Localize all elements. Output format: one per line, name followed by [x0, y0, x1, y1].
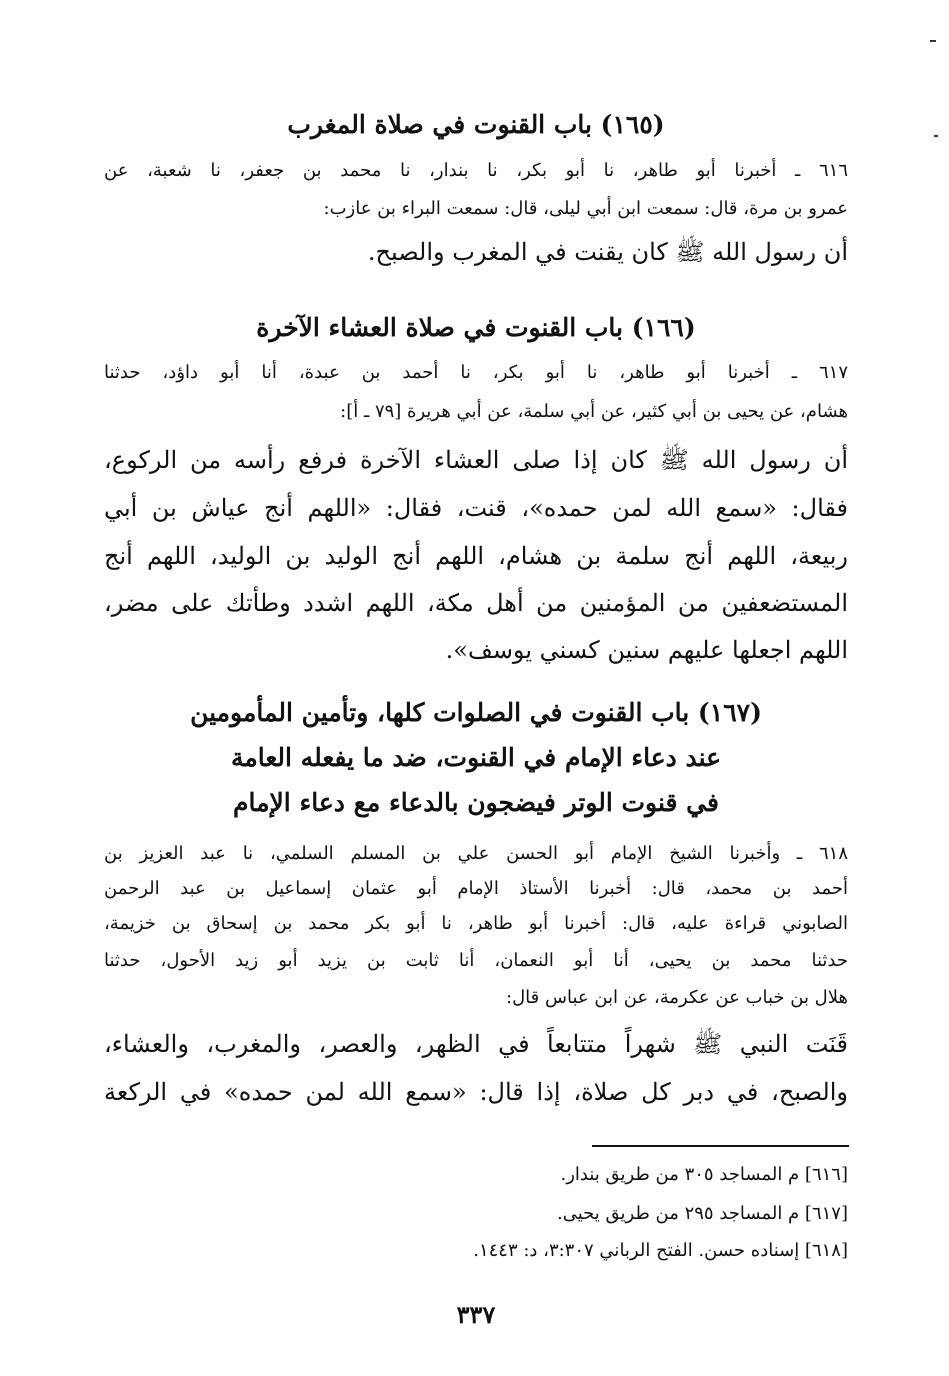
footnote: [٦١٦] م المساجد ٣٠٥ من طريق بندار. — [560, 1164, 848, 1185]
margin-mark — [934, 135, 938, 137]
hadith-text-line: اللهم اجعلها عليهم سنين كسني يوسف». — [445, 636, 848, 664]
hadith-text-line: والصبح، في دبر كل صلاة، إذا قال: «سمع الله لمن حمده» في الركعة — [104, 1078, 848, 1106]
footnote-separator — [592, 1145, 849, 1147]
chapter-heading: (١٦٥) باب القنوت في صلاة المغرب — [287, 110, 665, 139]
footnote: [٦١٧] م المساجد ٢٩٥ من طريق يحيى. — [557, 1203, 848, 1224]
hadith-text-line: ربيعة، اللهم أنج سلمة بن هشام، اللهم أنج الوليد بن الوليد، اللهم أنج — [104, 542, 848, 570]
narration-line: ٦١٧ ـ أخبرنا أبو طاهر، نا أبو بكر، نا أحمد بن عبدة، أنا أبو داؤد، حدثنا — [104, 362, 848, 383]
chapter-heading: (١٦٦) باب القنوت في صلاة العشاء الآخرة — [256, 313, 696, 342]
narration-line: حدثنا محمد بن يحيى، أنا أبو النعمان، أنا ثابت بن يزيد أبو زيد الأحول، حدثنا — [104, 950, 848, 971]
narration-line: الصابوني قراءة عليه، قال: أخبرنا أبو طاهر، نا أبو بكر محمد بن إسحاق بن خزيمة، — [104, 913, 848, 934]
narration-line: عمرو بن مرة، قال: سمعت ابن أبي ليلى، قال: سمعت البراء بن عازب: — [323, 198, 848, 219]
hadith-text-line: فقال: «سمع الله لمن حمده»، قنت، فقال: «اللهم أنج عياش بن أبي — [104, 494, 848, 522]
chapter-heading: في قنوت الوتر فيضجون بالدعاء مع دعاء الإمام — [233, 788, 719, 817]
narration-line: ٦١٨ ـ وأخبرنا الشيخ الإمام أبو الحسن علي بن المسلم السلمي، نا عبد العزيز بن — [104, 843, 848, 864]
narration-line: ٦١٦ ـ أخبرنا أبو طاهر، نا أبو بكر، نا بندار، نا محمد بن جعفر، نا شعبة، عن — [104, 160, 848, 181]
chapter-heading: (١٦٧) باب القنوت في الصلوات كلها، وتأمين المأمومين — [190, 698, 762, 727]
hadith-text-line: أن رسول الله ﷺ كان يقنت في المغرب والصبح. — [367, 238, 848, 266]
margin-mark — [930, 40, 936, 42]
narration-line: هشام، عن يحيى بن أبي كثير، عن أبي سلمة، عن أبي هريرة [٧٩ ـ أ]: — [340, 401, 848, 422]
hadith-text-line: المستضعفين من المؤمنين من أهل مكة، اللهم اشدد وطأتك على مضر، — [104, 589, 848, 617]
hadith-text-line: أن رسول الله ﷺ كان إذا صلى العشاء الآخرة فرفع رأسه من الركوع، — [104, 446, 848, 474]
narration-line: أحمد بن محمد، قال: أخبرنا الأستاذ الإمام أبو عثمان إسماعيل بن عبد الرحمن — [104, 878, 848, 899]
footnote: [٦١٨] إسناده حسن. الفتح الرباني ٣:٣٠٧، د: ١٤٤٣. — [473, 1240, 848, 1261]
chapter-heading: عند دعاء الإمام في القنوت، ضد ما يفعله العامة — [230, 743, 722, 772]
page-number: ٣٣٧ — [456, 1300, 496, 1329]
narration-line: هلال بن خباب عن عكرمة، عن ابن عباس قال: — [506, 987, 848, 1008]
hadith-text-line: قَنَت النبي ﷺ شهراً متتابعاً في الظهر، والعصر، والمغرب، والعشاء، — [104, 1030, 848, 1058]
book-page — [104, 0, 848, 1376]
